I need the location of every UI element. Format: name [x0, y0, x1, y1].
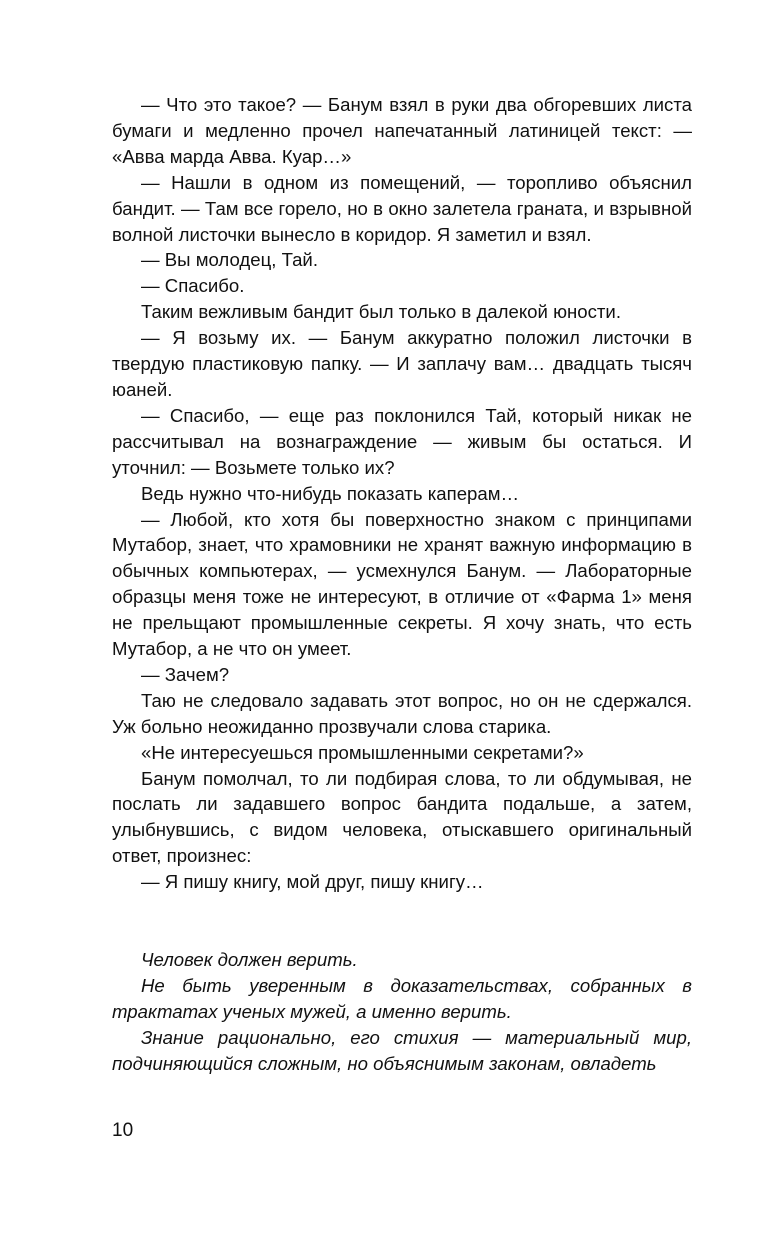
paragraph: — Вы молодец, Тай.	[141, 249, 318, 271]
italic-paragraph: Знание рационально, его стихия — материальный мир, подчиняющийся сложным, но объяснимым законам, овладеть	[112, 1026, 692, 1074]
paragraph: — Нашли в одном из помещений, — торопливо объяснил бандит. — Там все горело, но в окно залетела граната, и взрывной волной листочки вынесло в коридор. Я заметил и взял.	[112, 171, 692, 245]
paragraph: Банум помолчал, то ли подбирая слова, то ли обдумывая, не послать ли задавшего вопрос бандита подальше, а затем, улыбнувшись, с видом человека, отыскавшего оригинальный ответ, произнес:	[112, 767, 692, 867]
paragraph: — Я возьму их. — Банум аккуратно положил листочки в твердую пластиковую папку. — И заплачу вам… двадцать тысяч юаней.	[112, 327, 692, 400]
paragraph: — Любой, кто хотя бы поверхностно знаком с принципами Мутабор, знает, что храмовники не хранят важную информацию в обычных компьютерах, — усмехнулся Банум. — Лабораторные образцы меня тоже не интересуют, в отличие от «Фарма 1» меня не прельщают промышленные секреты. Я хочу знать, что есть Мутабор, а не что он умеет.	[112, 508, 692, 660]
page-body	[112, 92, 692, 1077]
page-number: 10	[112, 1120, 134, 1141]
section-break	[112, 895, 692, 947]
paragraph: Ведь нужно что-нибудь показать каперам…	[141, 482, 520, 504]
paragraph: — Спасибо, — еще раз поклонился Тай, который никак не рассчитывал на вознаграждение — живым бы остаться. И уточнил: — Возьмете только их?	[112, 404, 692, 478]
paragraph: — Что это такое? — Банум взял в руки два обгоревших листа бумаги и медленно прочел напечатанный латиницей текст: — «Авва марда Авва. Куар…»	[112, 94, 692, 167]
paragraph: «Не интересуешься промышленными секретами?»	[141, 741, 584, 763]
paragraph: Таю не следовало задавать этот вопрос, но он не сдержался. Уж больно неожиданно прозвучали слова старика.	[112, 689, 692, 737]
paragraph: — Зачем?	[141, 663, 230, 685]
paragraph: — Спасибо.	[141, 275, 245, 297]
italic-paragraph: Человек должен верить.	[141, 949, 358, 971]
paragraph: Таким вежливым бандит был только в далекой юности.	[141, 301, 621, 323]
italic-paragraph: Не быть уверенным в доказательствах, собранных в трактатах ученых мужей, а именно верить.	[112, 975, 692, 1022]
paragraph: — Я пишу книгу, мой друг, пишу книгу…	[141, 871, 484, 893]
